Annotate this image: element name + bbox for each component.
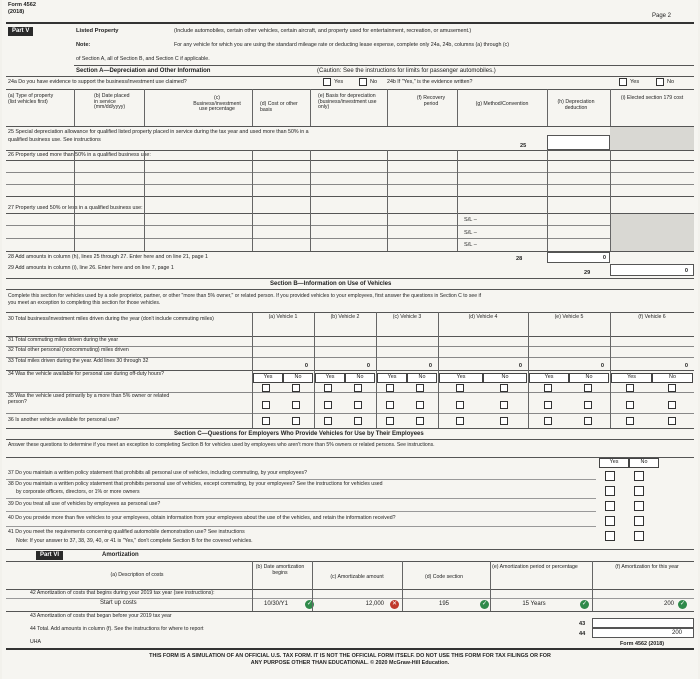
q37-label: 37 Do you maintain a written policy statement that prohibits all personal use of vehicles, including commuting, by your employees? [8, 470, 308, 476]
l34-v5-yes[interactable]: Yes [529, 373, 569, 383]
p6-row-code: 195 [438, 601, 449, 607]
l36-v5-yes-box[interactable] [544, 417, 552, 425]
col-d-header: (d) Cost or other basis [260, 101, 298, 113]
l34-v1-yes-box[interactable] [262, 384, 270, 392]
l34-v6-yes[interactable]: Yes [611, 373, 652, 383]
part5-label: Part V [8, 27, 33, 36]
section-b-instructions: Complete this section for vehicles used by a sole proprietor, partner, or other "more than 5% owner," or related person. If you provided vehicles to your employees, first answer the questions in Section C to see if [8, 293, 482, 299]
l36-v6-yes-box[interactable] [626, 417, 634, 425]
q37-yes-box[interactable] [605, 471, 615, 481]
part5-title: Listed Property [76, 28, 119, 34]
q24b-no-label: No [667, 79, 675, 85]
line33-vehicle4: 0 [518, 363, 522, 369]
amortization-check-icon: ✓ [679, 601, 686, 607]
vehicle-6-header: (f) Vehicle 6 [638, 314, 666, 320]
line36-label: 36 Is another vehicle available for personal use? [8, 417, 120, 423]
l35-v2-no-box[interactable] [354, 401, 362, 409]
col-a-header: (a) Type of property (list vehicles first) [8, 93, 54, 105]
p6-col-e-header: (e) Amortization period or percentage [492, 564, 578, 570]
line31-label: 31 Total commuting miles driven during the year [8, 337, 119, 343]
l35-v1-yes-box[interactable] [262, 401, 270, 409]
vehicle-5-header: (e) Vehicle 5 [554, 314, 584, 320]
line33-vehicle1: 0 [304, 363, 308, 369]
line27-label: 27 Property used 50% or less in a qualified business use: [8, 205, 143, 211]
q24a-yes-checkbox[interactable] [323, 78, 331, 86]
l35-v4-yes-box[interactable] [456, 401, 464, 409]
section-b-instructions-2: you meet an exception to completing this section for those vehicles. [8, 300, 161, 306]
line29-text: 29 Add amounts in column (i), line 26. Enter here and on line 7, page 1 [8, 265, 174, 271]
line33-vehicle3: 0 [428, 363, 432, 369]
p6-col-c-header: (c) Amortizable amount [330, 574, 384, 580]
l36-v4-no-box[interactable] [500, 417, 508, 425]
l36-v6-no-box[interactable] [668, 417, 676, 425]
l35-v1-no-box[interactable] [292, 401, 300, 409]
form-page [2, 0, 698, 679]
line25-text: 25 Special depreciation allowance for qualified listed property placed in service during the tax year and used more than 50% in a [8, 129, 309, 135]
line33-vehicle5: 0 [600, 363, 604, 369]
l35-v3-no-box[interactable] [416, 401, 424, 409]
q41-yes-box[interactable] [605, 531, 615, 541]
q40-no-box[interactable] [634, 516, 644, 526]
line28-value: 0 [602, 255, 606, 261]
line26-label: 26 Property used more than 50% in a qualified business use: [8, 152, 151, 158]
col-e-header: (e) Basis for depreciation (business/investment use only) [318, 93, 377, 111]
date-check-icon: ✓ [306, 601, 313, 607]
sl-label-3: S/L – [464, 242, 477, 248]
l34-v2-yes[interactable]: Yes [315, 373, 345, 383]
sl-label-1: S/L – [464, 217, 477, 223]
sl-label-2: S/L – [464, 230, 477, 236]
q40-label: 40 Do you provide more than five vehicles to your employees, obtain information from your employees about the use of the vehicles, and retain the information received? [8, 515, 396, 521]
l36-v2-no-box[interactable] [354, 417, 362, 425]
l34-v4-no[interactable]: No [483, 373, 527, 383]
l36-v4-yes-box[interactable] [456, 417, 464, 425]
l34-v1-no[interactable]: No [283, 373, 313, 383]
note-text-2: of Section A, all of Section B, and Section C if applicable. [76, 56, 210, 62]
section-a-title: Section A—Depreciation and Other Information [76, 68, 211, 74]
line34-label: 34 Was the vehicle available for personal use during off-duty hours? [8, 371, 165, 377]
line33-label: 33 Total miles driven during the year. Add lines 30 through 32 [8, 358, 149, 364]
amount-error-icon: ✕ [391, 601, 398, 607]
l34-v2-no[interactable]: No [345, 373, 375, 383]
l34-v4-yes-box[interactable] [456, 384, 464, 392]
l35-v5-yes-box[interactable] [544, 401, 552, 409]
p6-col-d-header: (d) Code section [424, 574, 464, 580]
vehicle-3-header: (c) Vehicle 3 [392, 314, 422, 320]
form-number: Form 4562 [8, 2, 36, 8]
line33-vehicle2: 0 [366, 363, 370, 369]
footer-disclaimer: THIS FORM IS A SIMULATION OF AN OFFICIAL U.S. TAX FORM. IT IS NOT THE OFFICIAL FORM ITSELF. DO NOT USE THIS FORM FOR TAX FILINGS OR FOR [149, 653, 551, 659]
line42-label: 42 Amortization of costs that begins during your 2019 tax year (see instructions): [30, 590, 215, 596]
section-c-yes-header: Yes [599, 458, 629, 468]
l34-v3-no-box[interactable] [416, 384, 424, 392]
p6-row-period: 15 Years [522, 601, 546, 607]
col-h-header: (h) Depreciation deduction [557, 99, 595, 111]
section-c-note: Note: If your answer to 37, 38, 39, 40, or 41 is "Yes," don't complete Section B for the covered vehicles. [16, 538, 253, 544]
vehicle-4-header: (d) Vehicle 4 [468, 314, 498, 320]
q40-yes-box[interactable] [605, 516, 615, 526]
col-f-header: (f) Recovery period [416, 95, 446, 107]
uha-label: UHA [30, 639, 41, 645]
code-check-icon: ✓ [481, 601, 488, 607]
vehicle-2-header: (b) Vehicle 2 [330, 314, 360, 320]
line43-number: 43 [579, 621, 586, 627]
l35-v6-yes-box[interactable] [626, 401, 634, 409]
line30-label: 30 Total business/investment miles driven during the year (don't include commuting miles) [8, 316, 214, 322]
l36-v3-no-box[interactable] [416, 417, 424, 425]
q24a-no-label: No [370, 79, 378, 85]
footer-form-number: Form 4562 (2018) [620, 641, 665, 647]
footer-copyright: ANY PURPOSE OTHER THAN EDUCATIONAL. © 2020 McGraw-Hill Education. [250, 660, 450, 666]
line44-label: 44 Total. Add amounts in column (f). See the instructions for where to report [30, 626, 204, 632]
p6-row-description: Start up costs [100, 600, 137, 606]
section-c-title: Section C—Questions for Employers Who Provide Vehicles for Use by Their Employees [174, 431, 424, 437]
line29-number: 29 [584, 270, 591, 276]
q38-yes-box[interactable] [605, 486, 615, 496]
line44-value: 200 [671, 630, 682, 636]
q24a-label: 24a Do you have evidence to support the business/investment use claimed? [8, 79, 187, 85]
l34-v6-no-box[interactable] [668, 384, 676, 392]
form-year: (2018) [8, 9, 25, 15]
l36-v1-no-box[interactable] [292, 417, 300, 425]
q24b-yes-label: Yes [630, 79, 640, 85]
p6-row-amount: 12,000 [365, 601, 384, 607]
l35-v2-yes-box[interactable] [324, 401, 332, 409]
q24b-yes-checkbox[interactable] [619, 78, 627, 86]
section-b-title: Section B—Information on Use of Vehicles [270, 281, 392, 287]
part6-label: Part VI [36, 551, 63, 560]
line25-text-2: qualified business use. See instructions [8, 137, 101, 143]
note-label: Note: [76, 42, 91, 48]
l34-v5-yes-box[interactable] [544, 384, 552, 392]
l36-v5-no-box[interactable] [584, 417, 592, 425]
part5-title-desc: (Include automobiles, certain other vehicles, certain aircraft, and property used for entertainment, recreation, or amusement.) [174, 28, 472, 34]
q24a-yes-label: Yes [334, 79, 344, 85]
l34-v6-yes-box[interactable] [626, 384, 634, 392]
q24b-label: 24b If "Yes," is the evidence written? [387, 79, 473, 85]
line25-amount[interactable] [547, 135, 610, 150]
q41-label: 41 Do you meet the requirements concerning qualified automobile demonstration use? See instructions [8, 529, 245, 535]
l35-v3-yes-box[interactable] [386, 401, 394, 409]
line43-label: 43 Amortization of costs that began before your 2019 tax year [30, 613, 172, 619]
part6-title: Amortization [102, 552, 139, 558]
p6-row-amortization: 200 [663, 601, 674, 607]
q39-label: 39 Do you treat all use of vehicles by employees as personal use? [8, 501, 161, 507]
l36-v2-yes-box[interactable] [324, 417, 332, 425]
caution-text: (Caution: See the instructions for limits for passenger automobiles.) [317, 68, 496, 74]
p6-row-date: 10/30/Y1 [264, 601, 289, 607]
l34-v4-yes[interactable]: Yes [439, 373, 483, 383]
l34-v5-no-box[interactable] [584, 384, 592, 392]
note-text: For any vehicle for which you are using the standard mileage rate or deducting lease expense, complete only 24a, 24b, columns (a) through (c) [174, 42, 510, 48]
l34-v1-yes[interactable]: Yes [253, 373, 283, 383]
section-c-no-header: No [629, 458, 659, 468]
period-check-icon: ✓ [581, 601, 588, 607]
vehicle-1-header: (a) Vehicle 1 [268, 314, 298, 320]
l35-v6-no-box[interactable] [668, 401, 676, 409]
col-i-header: (i) Elected section 179 cost [620, 95, 684, 101]
l35-v5-no-box[interactable] [584, 401, 592, 409]
line43-amount[interactable] [592, 618, 694, 628]
p6-col-f-header: (f) Amortization for this year [615, 564, 679, 570]
q39-no-box[interactable] [634, 501, 644, 511]
line32-label: 32 Total other personal (noncommuting) miles driven [8, 347, 129, 353]
page-number: Page 2 [652, 13, 672, 19]
line35-label: 35 Was the vehicle used primarily by a more than 5% owner or related person? [8, 393, 170, 405]
line28-text: 28 Add amounts in column (h), lines 25 through 27. Enter here and on line 21, page 1 [8, 254, 208, 260]
q38-no-box[interactable] [634, 486, 644, 496]
q24a-no-checkbox[interactable] [359, 78, 367, 86]
line28-number: 28 [516, 256, 523, 262]
line25-number: 25 [520, 143, 527, 149]
line33-vehicle6: 0 [684, 363, 688, 369]
q38-label-2: by corporate officers, directors, or 1% or more owners [16, 489, 140, 495]
section-c-instructions: Answer these questions to determine if you meet an exception to completing Section B for vehicles used by employees who aren't more than 5% owners or related persons. See instructions. [8, 442, 435, 448]
l36-v1-yes-box[interactable] [262, 417, 270, 425]
l34-v2-yes-box[interactable] [324, 384, 332, 392]
q37-no-box[interactable] [634, 471, 644, 481]
q38-label: 38 Do you maintain a written policy statement that prohibits personal use of vehicles, except commuting, by your employees? See the instructions for vehicles used [8, 481, 383, 487]
l34-v3-no[interactable]: No [407, 373, 437, 383]
col-g-header: (g) Method/Convention [475, 101, 529, 107]
p6-col-b-header: (b) Date amortization begins [255, 564, 305, 576]
line29-value: 0 [684, 268, 688, 274]
l34-v5-no[interactable]: No [569, 373, 609, 383]
q24b-no-checkbox[interactable] [656, 78, 664, 86]
l34-v4-no-box[interactable] [500, 384, 508, 392]
col-b-header: (b) Date placed in service (mm/dd/yyyy) [94, 93, 130, 111]
col-c-header: (c) Business/investment use percentage [193, 95, 241, 113]
line44-number: 44 [579, 631, 586, 637]
l34-v3-yes-box[interactable] [386, 384, 394, 392]
l35-v4-no-box[interactable] [500, 401, 508, 409]
l34-v1-no-box[interactable] [292, 384, 300, 392]
q41-no-box[interactable] [634, 531, 644, 541]
l34-v3-yes[interactable]: Yes [377, 373, 407, 383]
l34-v2-no-box[interactable] [354, 384, 362, 392]
q39-yes-box[interactable] [605, 501, 615, 511]
p6-col-a-header: (a) Description of costs [110, 572, 164, 578]
l34-v6-no[interactable]: No [652, 373, 693, 383]
l36-v3-yes-box[interactable] [386, 417, 394, 425]
